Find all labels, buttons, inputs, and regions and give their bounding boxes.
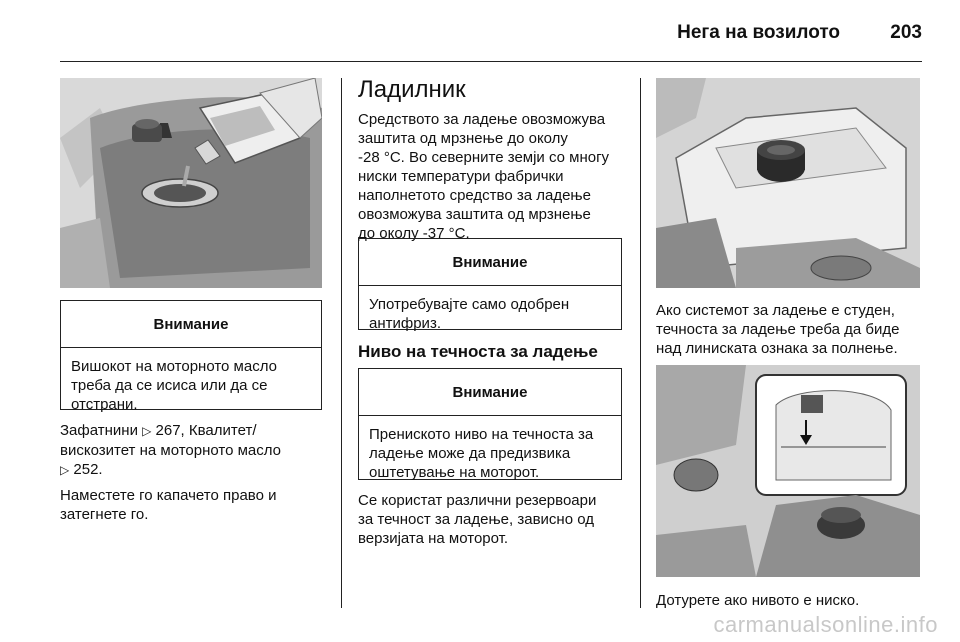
header-title: Нега на возилото xyxy=(677,22,840,43)
notice-line: Вишокот на моторното масло xyxy=(71,358,277,375)
notice-body xyxy=(61,348,321,423)
coolant-intro xyxy=(358,110,628,243)
notice-line: треба да се исиса или да се xyxy=(71,377,268,394)
right-text-top xyxy=(656,301,941,358)
notice-line: ладење може да предизвика xyxy=(369,445,571,462)
right-text-bottom xyxy=(656,591,941,610)
coolant-reservoir-illustration xyxy=(656,78,920,288)
cross-reference-paragraph: Зафатнини ▷ 267, Квалитет/ вискозитет на моторното масло ▷ 252. xyxy=(60,422,282,478)
column-separator-2 xyxy=(640,78,641,608)
coolant-level-mark-illustration xyxy=(656,365,920,577)
top-up-paragraph: Дотурете ако нивото е ниско. xyxy=(656,592,860,609)
notice-line: оштетување на моторот. xyxy=(369,464,540,481)
reservoir-text xyxy=(358,491,628,548)
coolant-reservoir-drawing xyxy=(656,78,920,288)
watermark: carmanualsonline.info xyxy=(713,612,938,637)
cold-system-paragraph: Ако системот за ладење е студен, течноста за ладење треба да биде над линиската ознака за полнење. xyxy=(656,302,900,357)
section-title: Ладилник xyxy=(358,76,466,103)
engine-oil-fill-illustration xyxy=(60,78,322,288)
notice-line: Употребувајте само одобрен xyxy=(369,296,570,313)
notice-line: антифриз. xyxy=(369,315,441,332)
page-reference-icon: ▷ xyxy=(142,424,152,438)
reservoir-paragraph: Се користат различни резервоари за течност за ладење, зависно од верзијата на моторот. xyxy=(358,492,597,547)
coolant-intro-paragraph: Средството за ладење овозможува заштита од мрзнење до околу -28 °C. Во северните земји со многу ниски температури фабрички наполнетото средство за ладење овозможува заштита од мрзнење до околу -37 °C. xyxy=(358,111,610,242)
antifreeze-notice xyxy=(358,238,622,330)
oil-warning-notice xyxy=(60,300,322,413)
notice-title: Внимание xyxy=(61,301,321,348)
page-header xyxy=(0,0,960,62)
notice-title: Внимание xyxy=(359,239,621,286)
page-reference-icon: ▷ xyxy=(60,463,70,477)
coolant-level-notice xyxy=(358,368,622,480)
subsection-title: Ниво на течноста за ладење xyxy=(358,342,598,361)
coolant-level-drawing xyxy=(656,365,920,577)
column-separator-1 xyxy=(341,78,342,608)
left-text xyxy=(60,421,330,524)
notice-body xyxy=(359,286,621,342)
page-number: 203 xyxy=(890,22,922,43)
header-rule xyxy=(60,61,922,62)
oil-fill-drawing xyxy=(60,78,322,288)
notice-body xyxy=(359,416,621,491)
notice-title: Внимание xyxy=(359,369,621,416)
cap-instruction-paragraph: Наместете го капачето право и затегнете го. xyxy=(60,487,277,523)
notice-line: отстрани. xyxy=(71,396,138,413)
notice-line: Прениското ниво на течноста за xyxy=(369,426,594,443)
